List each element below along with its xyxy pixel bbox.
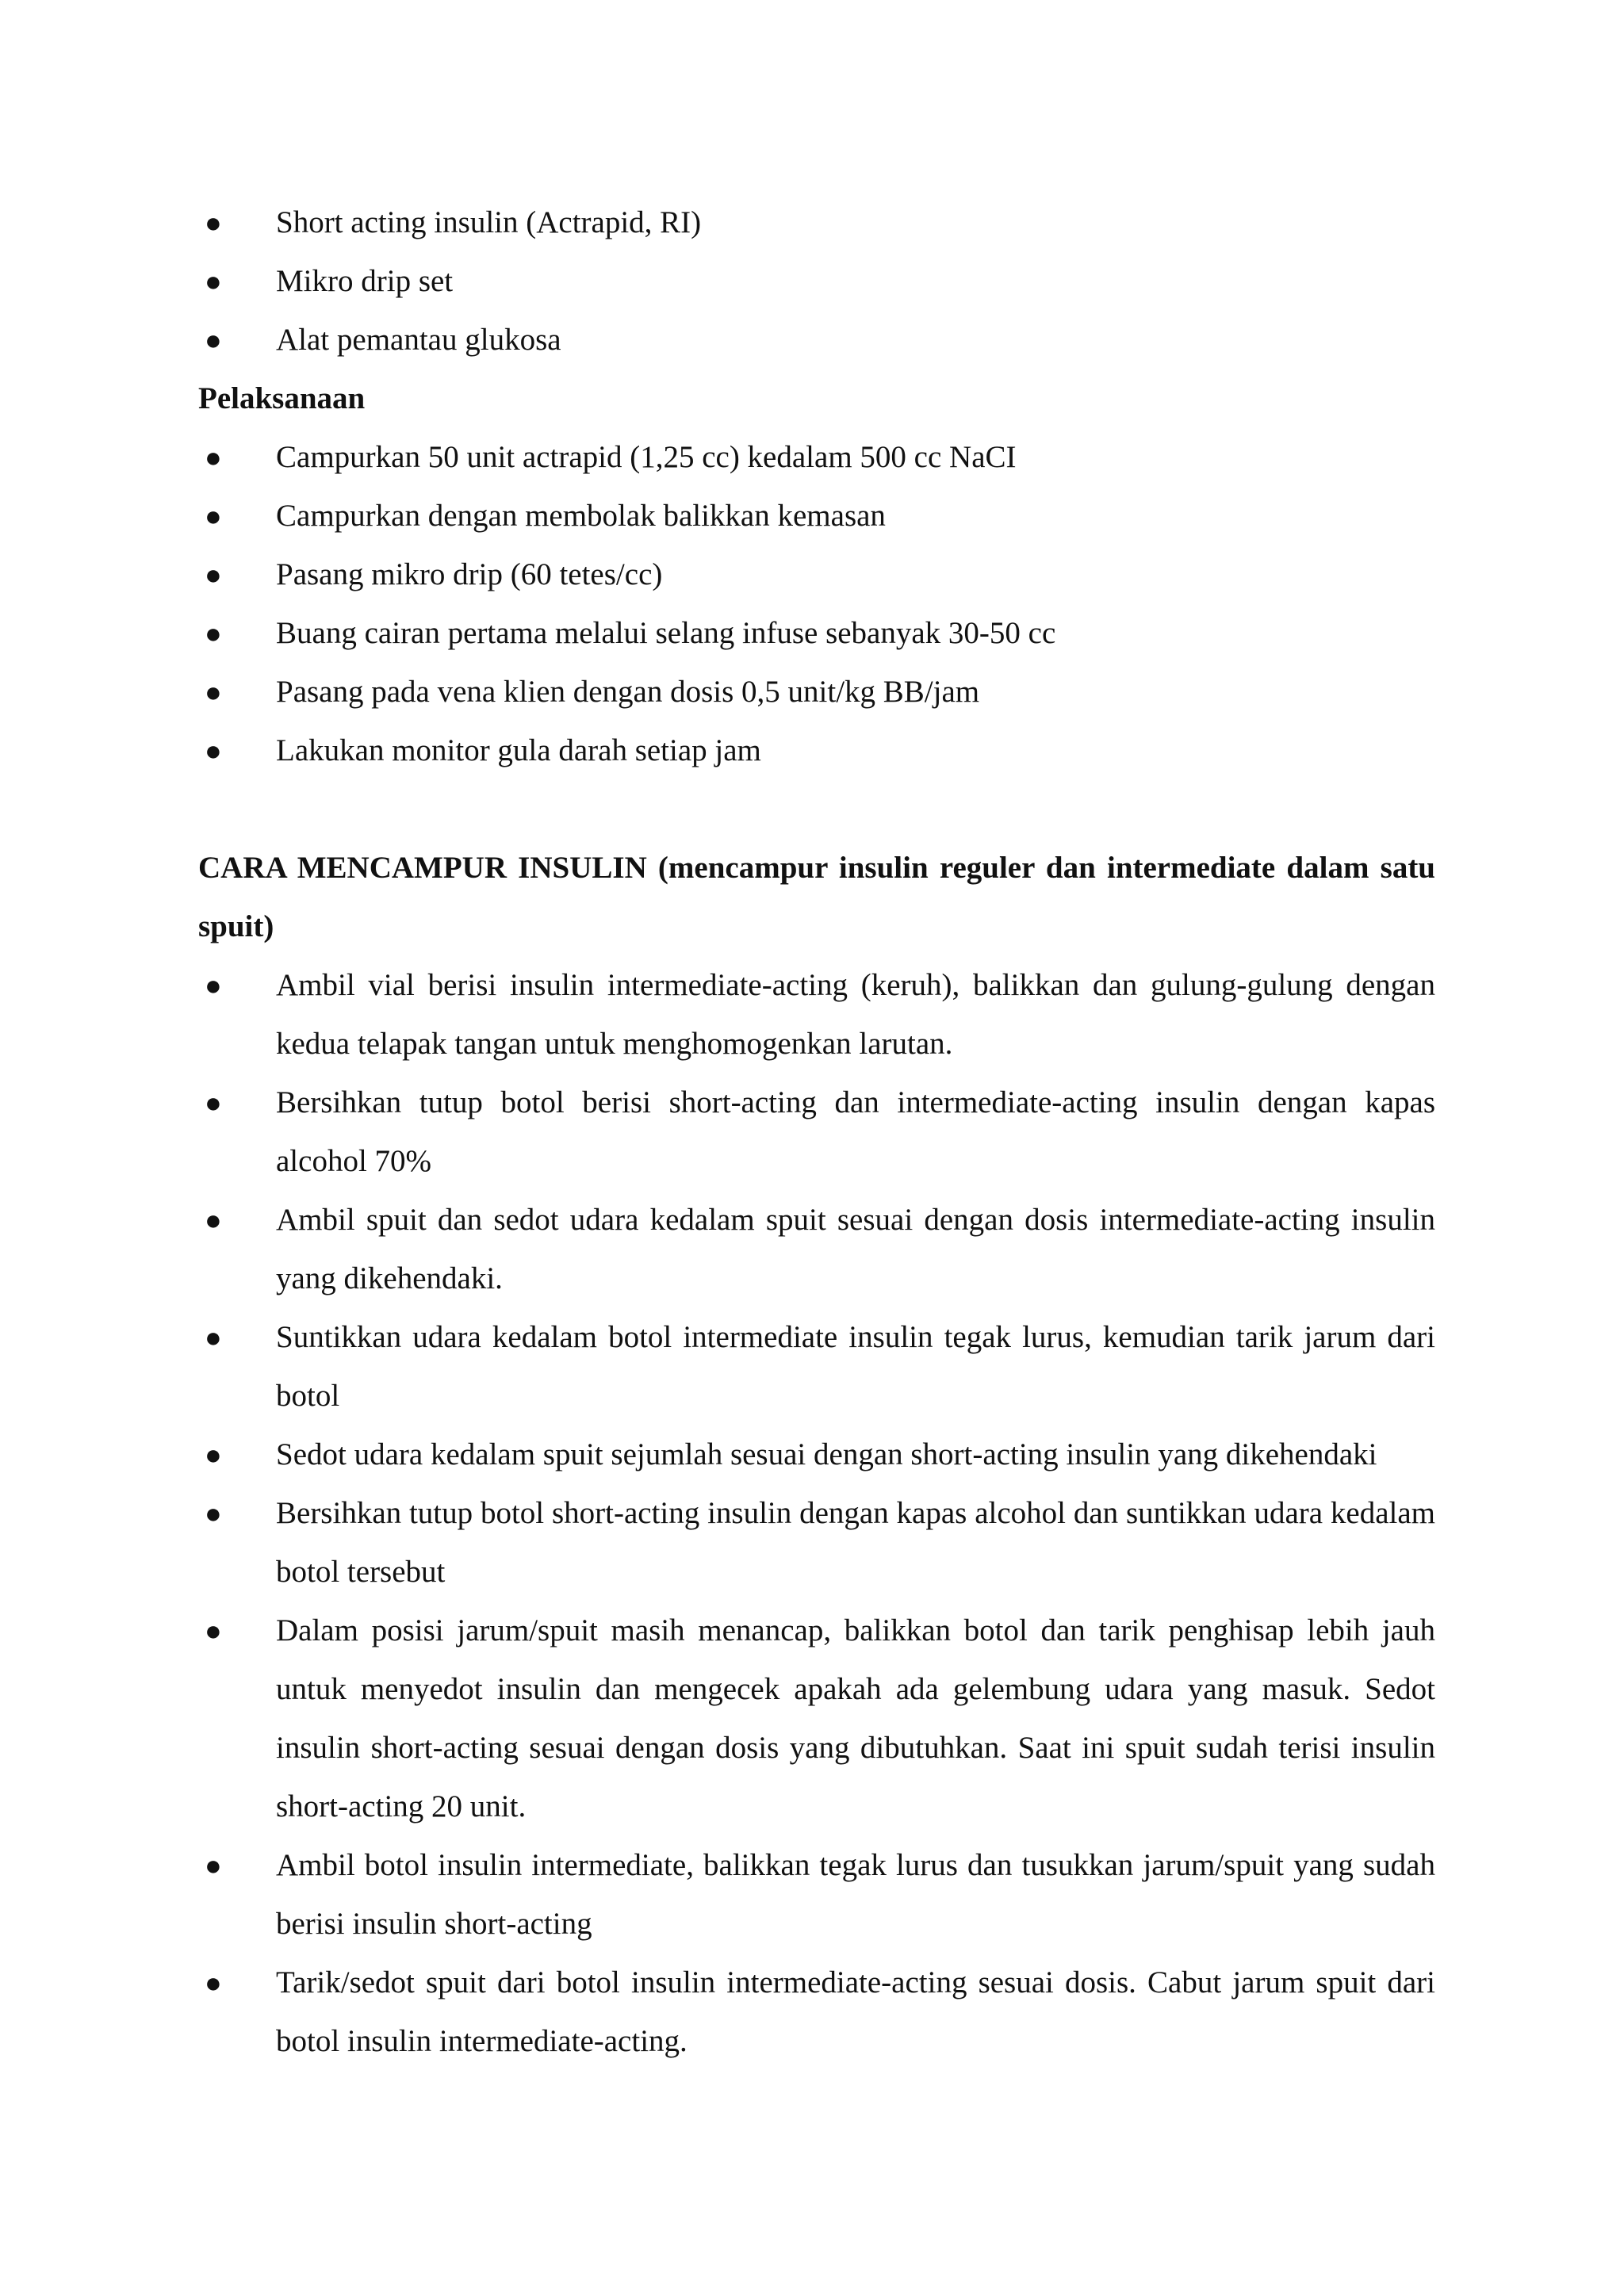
list-item — [198, 721, 1435, 780]
list-item-text: Tarik/sedot spuit dari botol insulin intermediate-acting sesuai dosis. Cabut jarum spuit dari botol insulin intermediate-acting. — [276, 1965, 1435, 2058]
list-item-text: Pasang mikro drip (60 tetes/cc) — [276, 557, 663, 591]
list-item — [198, 1191, 1435, 1308]
list-item-text: Lakukan monitor gula darah setiap jam — [276, 733, 761, 767]
bullet-icon: ● — [205, 1439, 222, 1471]
pelaksanaan-list — [198, 428, 1435, 780]
bullet-icon: ● — [205, 559, 222, 591]
list-item — [198, 956, 1435, 1073]
list-item — [198, 545, 1435, 604]
section-heading-cara-mencampur: CARA MENCAMPUR INSULIN (mencampur insulin reguler dan intermediate dalam satu spuit) — [198, 851, 1435, 943]
bullet-icon: ● — [205, 324, 222, 356]
bullet-icon: ● — [205, 442, 222, 473]
document-body — [198, 193, 1435, 2071]
list-item-text: Buang cairan pertama melalui selang infuse sebanyak 30-50 cc — [276, 616, 1056, 650]
list-item — [198, 1308, 1435, 1425]
list-item-text: Ambil vial berisi insulin intermediate-acting (keruh), balikkan dan gulung-gulung dengan kedua telapak tangan untuk menghomogenkan larutan. — [276, 968, 1435, 1061]
section-heading-pelaksanaan: Pelaksanaan — [198, 381, 366, 415]
list-item — [198, 1836, 1435, 1954]
bullet-icon: ● — [205, 970, 222, 1001]
cara-mencampur-list — [198, 956, 1435, 2071]
list-item-text: Mikro drip set — [276, 264, 454, 298]
bullet-icon: ● — [205, 1850, 222, 1881]
list-item-text: Suntikkan udara kedalam botol intermediate insulin tegak lurus, kemudian tarik jarum dari botol — [276, 1320, 1435, 1413]
list-item — [198, 193, 1435, 252]
bullet-icon: ● — [205, 1087, 222, 1119]
bullet-icon: ● — [205, 500, 222, 532]
bullet-icon: ● — [205, 676, 222, 708]
bullet-icon: ● — [205, 1322, 222, 1353]
bullet-icon: ● — [205, 207, 222, 239]
blank-line — [198, 780, 1435, 839]
list-item-text: Sedot udara kedalam spuit sejumlah sesuai dengan short-acting insulin yang dikehendaki — [276, 1437, 1377, 1471]
bullet-icon: ● — [205, 735, 222, 767]
list-item-text: Campurkan dengan membolak balikkan kemasan — [276, 499, 886, 533]
list-item — [198, 487, 1435, 545]
bullet-icon: ● — [205, 618, 222, 649]
bullet-icon: ● — [205, 1498, 222, 1529]
list-item — [198, 252, 1435, 311]
list-item-text: Dalam posisi jarum/spuit masih menancap, balikkan botol dan tarik penghisap lebih jauh untuk menyedot insulin dan mengecek apakah ada gelembung udara yang masuk. Sedot insulin short-acting sesuai dengan dosis yang dibutuhkan. Saat ini spuit sudah terisi insulin short-acting 20 unit. — [276, 1613, 1435, 1823]
list-item — [198, 663, 1435, 721]
list-item-text: Ambil spuit dan sedot udara kedalam spuit sesuai dengan dosis intermediate-acting insulin yang dikehendaki. — [276, 1203, 1435, 1295]
list-item-text: Bersihkan tutup botol short-acting insulin dengan kapas alcohol dan suntikkan udara kedalam botol tersebut — [276, 1496, 1435, 1589]
list-item-text: Ambil botol insulin intermediate, balikkan tegak lurus dan tusukkan jarum/spuit yang sudah berisi insulin short-acting — [276, 1848, 1435, 1941]
bullet-icon: ● — [205, 266, 222, 297]
list-item — [198, 311, 1435, 369]
list-item-text: Short acting insulin (Actrapid, RI) — [276, 205, 702, 239]
equipment-list — [198, 193, 1435, 369]
bullet-icon: ● — [205, 1615, 222, 1647]
list-item-text: Campurkan 50 unit actrapid (1,25 cc) kedalam 500 cc NaCI — [276, 440, 1017, 474]
list-item — [198, 428, 1435, 487]
list-item-text: Bersihkan tutup botol berisi short-acting dan intermediate-acting insulin dengan kapas alcohol 70% — [276, 1085, 1435, 1178]
list-item — [198, 1954, 1435, 2071]
bullet-icon: ● — [205, 1204, 222, 1236]
list-item — [198, 1073, 1435, 1191]
list-item — [198, 1484, 1435, 1601]
list-item — [198, 1601, 1435, 1836]
list-item — [198, 604, 1435, 663]
list-item-text: Pasang pada vena klien dengan dosis 0,5 unit/kg BB/jam — [276, 675, 980, 709]
list-item — [198, 1425, 1435, 1484]
bullet-icon: ● — [205, 1967, 222, 1999]
list-item-text: Alat pemantau glukosa — [276, 323, 561, 357]
